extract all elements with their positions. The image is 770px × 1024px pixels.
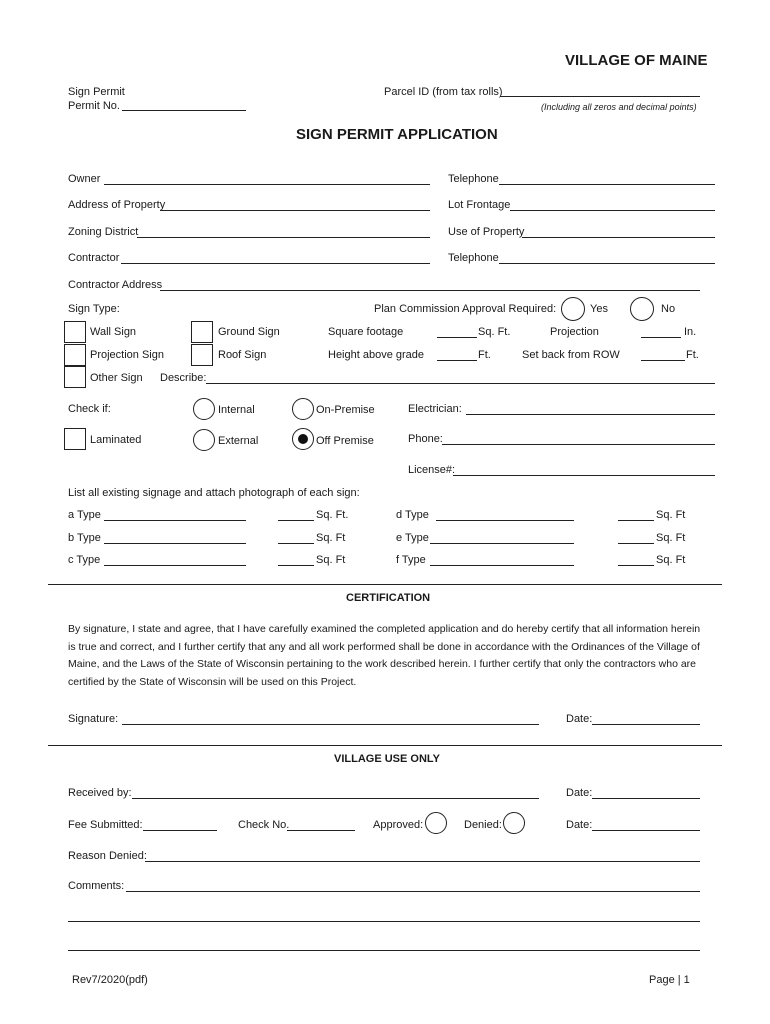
license-label: License#: (408, 464, 456, 476)
projection-sign-label: Projection Sign (90, 349, 164, 361)
type-e-unit: Sq. Ft (656, 532, 686, 544)
phone-label: Phone: (408, 433, 443, 445)
parcel-id-label: Parcel ID (from tax rolls) (384, 86, 503, 98)
telephone2-label: Telephone (448, 252, 499, 264)
type-a-sqft-field[interactable] (278, 520, 314, 521)
off-premise-label: Off Premise (316, 435, 374, 447)
type-b-label: b Type (68, 532, 101, 544)
type-a-field[interactable] (104, 520, 246, 521)
setback-unit: Ft. (686, 349, 699, 361)
ground-sign-label: Ground Sign (218, 326, 280, 338)
fee-label: Fee Submitted: (68, 819, 143, 831)
comments-line-2[interactable] (68, 921, 700, 922)
type-f-sqft-field[interactable] (618, 565, 654, 566)
external-radio[interactable] (193, 429, 215, 451)
setback-label: Set back from ROW (522, 349, 620, 361)
plan-no-radio[interactable] (630, 297, 654, 321)
selected-dot-icon (298, 434, 308, 444)
telephone2-field[interactable] (499, 263, 715, 264)
other-sign-checkbox[interactable] (64, 366, 86, 388)
form-title: SIGN PERMIT APPLICATION (296, 126, 498, 143)
height-field[interactable] (437, 360, 477, 361)
type-f-unit: Sq. Ft (656, 554, 686, 566)
roof-sign-checkbox[interactable] (191, 344, 213, 366)
comments-line-3[interactable] (68, 950, 700, 951)
received-date-field[interactable] (592, 798, 700, 799)
certification-heading: CERTIFICATION (346, 592, 431, 604)
decision-date-label: Date: (566, 819, 593, 831)
check-no-field[interactable] (287, 830, 355, 831)
certification-text: By signature, I state and agree, that I have carefully examined the completed application and do hereby certify that all information herein is true and correct, and I further certify that any and all work performed shall be done in accordance with the Ordinances of the Village of Maine, and the Laws of the State of Wisconsin pertaining to the work described herein. I further certify that only the contractors who are certified by the State of Wisconsin will be used on this Project. (68, 623, 701, 688)
internal-label: Internal (218, 404, 255, 416)
type-a-label: a Type (68, 509, 101, 521)
address-field[interactable] (160, 210, 430, 211)
on-premise-radio[interactable] (292, 398, 314, 420)
phone-field[interactable] (442, 444, 715, 445)
electrician-field[interactable] (466, 414, 715, 415)
approved-label: Approved: (373, 819, 424, 831)
village-title: VILLAGE OF MAINE (565, 52, 708, 69)
wall-sign-label: Wall Sign (90, 326, 137, 338)
plan-yes-radio[interactable] (561, 297, 585, 321)
type-e-field[interactable] (430, 543, 574, 544)
lot-frontage-label: Lot Frontage (448, 199, 511, 211)
type-d-label: d Type (396, 509, 429, 521)
roof-sign-label: Roof Sign (218, 349, 267, 361)
use-label: Use of Property (448, 226, 525, 238)
external-label: External (218, 435, 259, 447)
type-c-sqft-field[interactable] (278, 565, 314, 566)
check-if-label: Check if: (68, 403, 111, 415)
received-by-field[interactable] (132, 798, 539, 799)
parcel-note: (Including all zeros and decimal points) (541, 102, 697, 112)
laminated-label: Laminated (90, 434, 142, 446)
type-a-unit: Sq. Ft. (316, 509, 349, 521)
type-f-field[interactable] (430, 565, 574, 566)
internal-radio[interactable] (193, 398, 215, 420)
height-unit: Ft. (478, 349, 491, 361)
village-use-heading: VILLAGE USE ONLY (334, 753, 440, 765)
page-number: Page | 1 (649, 974, 690, 986)
reason-denied-field[interactable] (145, 861, 700, 862)
telephone-field[interactable] (499, 184, 715, 185)
approved-radio[interactable] (425, 812, 447, 834)
projection-label: Projection (550, 326, 599, 338)
sign-type-label: Sign Type: (68, 303, 120, 315)
received-by-label: Received by: (68, 787, 132, 799)
square-footage-field[interactable] (437, 337, 477, 338)
type-d-field[interactable] (436, 520, 574, 521)
parcel-id-field[interactable] (500, 96, 700, 97)
type-f-label: f Type (396, 554, 426, 566)
denied-radio[interactable] (503, 812, 525, 834)
received-date-label: Date: (566, 787, 593, 799)
revision-label: Rev7/2020(pdf) (72, 974, 148, 986)
signature-field[interactable] (122, 724, 539, 725)
permit-no-label: Permit No. (68, 100, 120, 112)
plan-no-label: No (661, 303, 676, 315)
owner-field[interactable] (104, 184, 430, 185)
type-c-field[interactable] (104, 565, 246, 566)
signature-date-label: Date: (566, 713, 593, 725)
signature-date-field[interactable] (592, 724, 700, 725)
section-divider-2 (48, 745, 722, 746)
contractor-field[interactable] (121, 263, 430, 264)
type-b-sqft-field[interactable] (278, 543, 314, 544)
type-e-sqft-field[interactable] (618, 543, 654, 544)
type-e-label: e Type (396, 532, 429, 544)
signature-label: Signature: (68, 713, 119, 725)
decision-date-field[interactable] (592, 830, 700, 831)
zoning-field[interactable] (137, 237, 430, 238)
wall-sign-checkbox[interactable] (64, 321, 86, 343)
electrician-label: Electrician: (408, 403, 462, 415)
projection-field[interactable] (641, 337, 681, 338)
off-premise-radio[interactable] (292, 428, 314, 450)
type-b-unit: Sq. Ft (316, 532, 346, 544)
setback-field[interactable] (641, 360, 685, 361)
comments-label: Comments: (68, 880, 125, 892)
type-d-sqft-field[interactable] (618, 520, 654, 521)
license-field[interactable] (453, 475, 715, 476)
zoning-label: Zoning District (68, 226, 139, 238)
describe-field[interactable] (206, 383, 715, 384)
contractor-address-label: Contractor Address (68, 279, 163, 291)
use-field[interactable] (522, 237, 715, 238)
ground-sign-checkbox[interactable] (191, 321, 213, 343)
other-sign-label: Other Sign (90, 372, 143, 384)
section-divider-1 (48, 584, 722, 585)
sign-permit-label: Sign Permit (68, 86, 125, 98)
square-footage-unit: Sq. Ft. (478, 326, 511, 338)
type-d-unit: Sq. Ft (656, 509, 686, 521)
projection-sign-checkbox[interactable] (64, 344, 86, 366)
lot-frontage-field[interactable] (510, 210, 715, 211)
check-no-label: Check No. (238, 819, 290, 831)
contractor-address-field[interactable] (160, 290, 700, 291)
permit-no-field[interactable] (122, 110, 246, 111)
fee-field[interactable] (143, 830, 217, 831)
owner-label: Owner (68, 173, 101, 185)
contractor-label: Contractor (68, 252, 120, 264)
square-footage-label: Square footage (328, 326, 404, 338)
on-premise-label: On-Premise (316, 404, 375, 416)
plan-commission-label: Plan Commission Approval Required: (374, 303, 557, 315)
existing-instruction: List all existing signage and attach photograph of each sign: (68, 487, 360, 499)
reason-denied-label: Reason Denied: (68, 850, 147, 862)
address-label: Address of Property (68, 199, 166, 211)
comments-field[interactable] (126, 891, 700, 892)
height-label: Height above grade (328, 349, 425, 361)
plan-yes-label: Yes (590, 303, 608, 315)
telephone-label: Telephone (448, 173, 499, 185)
projection-unit: In. (684, 326, 697, 338)
type-b-field[interactable] (104, 543, 246, 544)
laminated-checkbox[interactable] (64, 428, 86, 450)
type-c-unit: Sq. Ft (316, 554, 346, 566)
denied-label: Denied: (464, 819, 502, 831)
describe-label: Describe: (160, 372, 207, 384)
type-c-label: c Type (68, 554, 101, 566)
